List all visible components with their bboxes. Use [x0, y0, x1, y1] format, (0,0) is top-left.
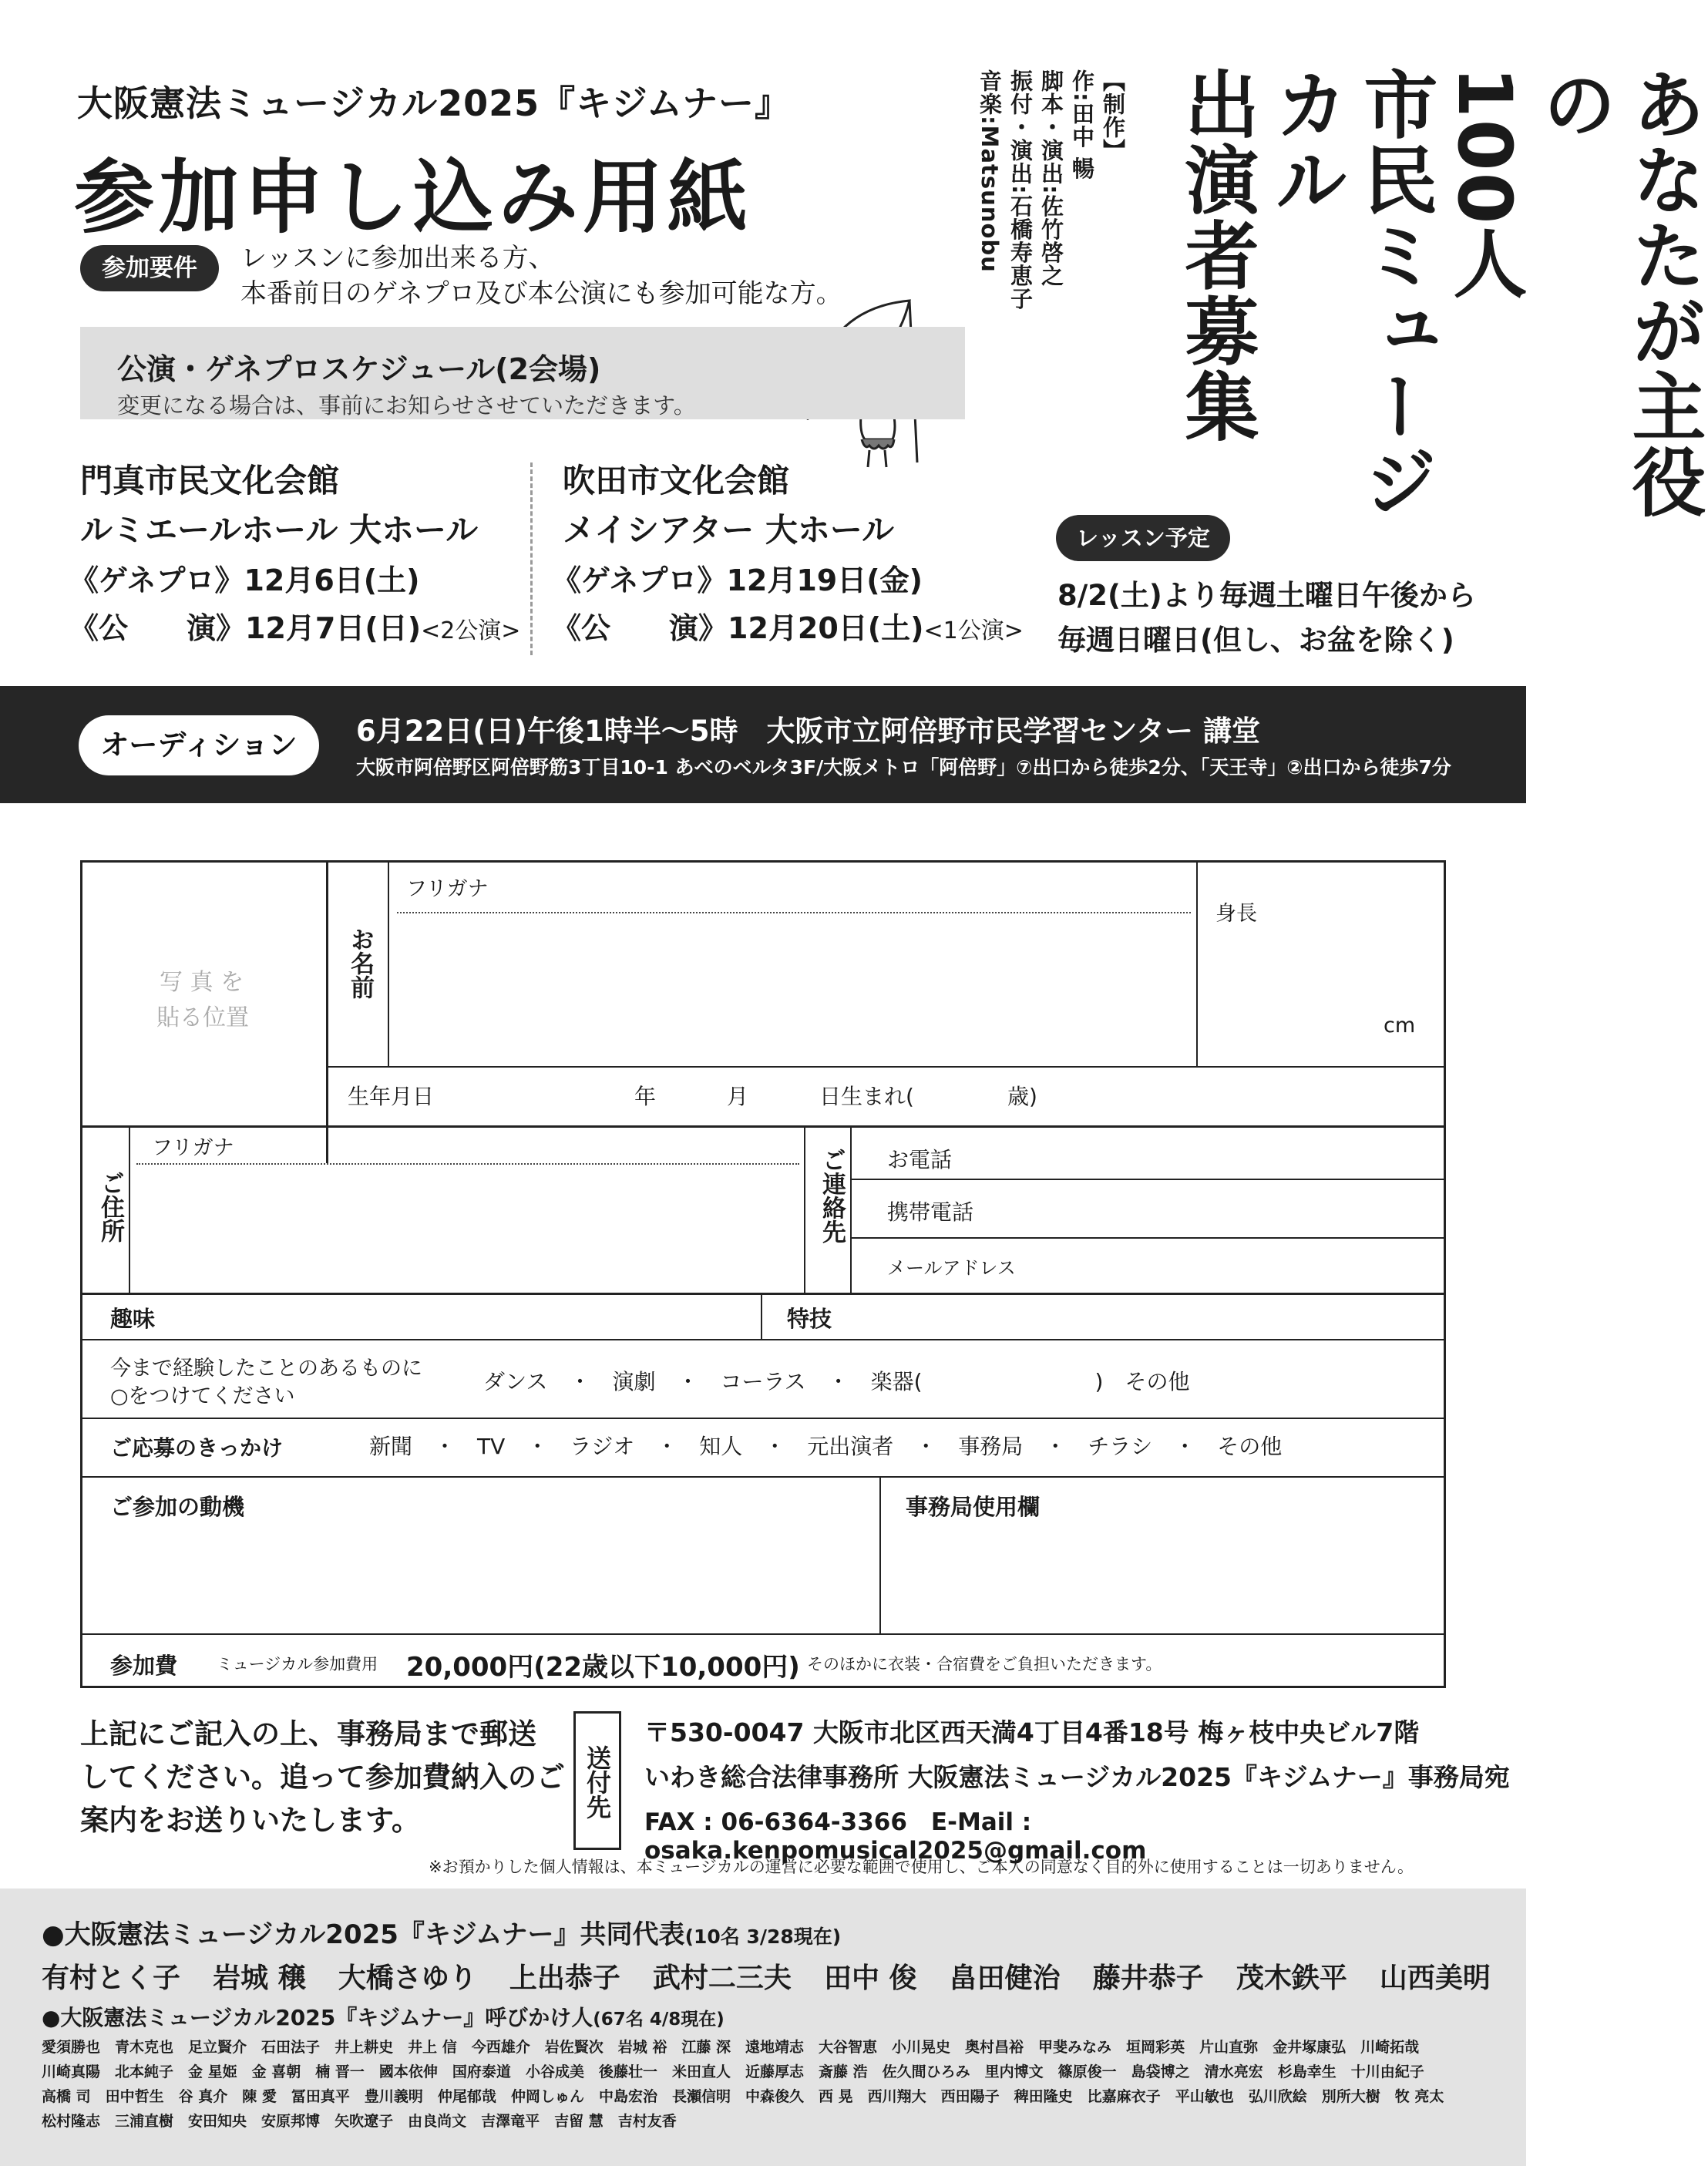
representatives-count: (10名 3/28現在): [684, 1926, 842, 1948]
requirements-line-1: レッスンに参加出来る方、: [240, 243, 555, 274]
birth-month: 月: [727, 1084, 749, 1109]
caller-name: 米田直人: [671, 2063, 731, 2080]
caller-name: 青木克也: [115, 2039, 174, 2056]
schedule-title: 公演・ゲネプロスケジュール(2会場): [117, 352, 601, 386]
caller-name: 吉村友香: [617, 2113, 677, 2130]
caller-name: 陳 愛: [242, 2088, 277, 2105]
sendto-label: 送付先: [573, 1711, 621, 1850]
privacy-note: ※お預かりした個人情報は、本ミュージカルの運営に必要な範囲で使用し、ご本人の同意なく目的外に使用することは一切ありません。: [429, 1858, 1414, 1876]
caller-name: 金 喜朝: [251, 2063, 301, 2080]
callers-list: [42, 2035, 1491, 2134]
hobby-input[interactable]: [175, 1297, 753, 1337]
caller-name: 垣岡彩英: [1126, 2039, 1185, 2056]
mailing-instructions: [80, 1713, 565, 1842]
venue-suita: [563, 456, 894, 555]
caller-name: 谷 真介: [178, 2088, 228, 2105]
show-note: <1公演>: [923, 617, 1024, 644]
fee-amount: 20,000円(22歳以下10,000円): [406, 1652, 800, 1683]
email-label: メールアドレス: [887, 1257, 1016, 1279]
name-furigana-label: フリガナ: [406, 877, 489, 901]
caller-name: 佐久間ひろみ: [882, 2063, 970, 2080]
motive-label: ご参加の動機: [110, 1494, 245, 1520]
caller-name: 井上耕史: [335, 2039, 394, 2056]
recruit-headline: [1172, 66, 1708, 529]
representative-name: 大橋さゆり: [338, 1963, 477, 1994]
caller-name: 奥村昌裕: [965, 2039, 1024, 2056]
caller-name: 三浦直樹: [115, 2113, 174, 2130]
caller-name: 西川翔大: [867, 2088, 926, 2105]
credits: [974, 69, 1128, 393]
venue-suita-dates: [552, 557, 1024, 655]
skill-label: 特技: [787, 1306, 832, 1332]
phone-input[interactable]: [1007, 1132, 1439, 1175]
representative-name: 畠田健治: [949, 1963, 1061, 1994]
audition-sub: 大阪市阿倍野区阿倍野筋3丁目10-1 あべのベルタ3F/大阪メトロ「阿倍野」⑦出口から徒歩2分、「天王寺」②出口から徒歩7分: [356, 756, 1451, 779]
caller-name: 稗田隆史: [1014, 2088, 1073, 2105]
caller-name: 仲岡しゅん: [510, 2088, 584, 2105]
caller-name: 吉澤竜平: [481, 2113, 540, 2130]
show-note: <2公演>: [421, 617, 521, 644]
address-label: ご住所: [96, 1171, 124, 1243]
height-unit: cm: [1384, 1014, 1416, 1038]
caller-name: 島袋博之: [1131, 2063, 1190, 2080]
fee-label: 参加費: [110, 1653, 178, 1679]
caller-name: 石田法子: [261, 2039, 321, 2056]
mailing-address: 〒530-0047 大阪市北区西天満4丁目4番18号 梅ヶ枝中央ビル7階: [644, 1717, 1420, 1747]
requirements-label: 参加要件: [80, 245, 219, 291]
lesson-label: レッスン予定: [1056, 515, 1230, 561]
birth-year: 年: [634, 1084, 657, 1109]
experience-options[interactable]: ダンス ・ 演劇 ・ コーラス ・ 楽器( ) その他: [483, 1369, 1190, 1394]
representative-name: 有村とく子: [42, 1963, 181, 1994]
show-date: 12月7日(日): [245, 611, 422, 645]
trigger-label: ご応募のきっかけ: [110, 1435, 284, 1461]
representative-name: 田中 俊: [824, 1963, 917, 1994]
caller-name: 清水亮宏: [1204, 2063, 1263, 2080]
name-label: お名前: [346, 927, 374, 999]
office-use-label: 事務局使用欄: [906, 1494, 1041, 1520]
representative-name: 岩城 穣: [213, 1963, 306, 1994]
mailing-line-1: 上記にご記入の上、事務局まで郵送: [80, 1717, 536, 1751]
caller-name: 中島宏治: [598, 2088, 657, 2105]
caller-name: 別所大樹: [1321, 2088, 1380, 2105]
caller-name: 川崎真陽: [42, 2063, 101, 2080]
gp-label: 《ゲネプロ》: [552, 563, 727, 597]
credits-writer: 作:田中 暢: [1069, 69, 1095, 180]
musical-subtitle: 大阪憲法ミュージカル2025『キジムナー』: [77, 82, 791, 124]
photo-placeholder-2: 貼る位置: [156, 1004, 249, 1031]
caller-name: 金 星姫: [188, 2063, 237, 2080]
caller-name: 今西雄介: [471, 2039, 530, 2056]
mailing-line-2: してください。追って参加費納入のご: [80, 1761, 565, 1794]
requirements-line-2: 本番前日のゲネプロ及び本公演にも参加可能な方。: [240, 278, 842, 309]
gp-date: 12月19日(金): [726, 563, 923, 597]
caller-name: 十川由紀子: [1350, 2063, 1424, 2080]
caller-name: 杉島幸生: [1277, 2063, 1336, 2080]
callers-count: (67名 4/8現在): [593, 2010, 725, 2030]
venue-suita-name: 吹田市文化会館: [563, 462, 790, 499]
email-input[interactable]: [1007, 1242, 1439, 1290]
mobile-label: 携帯電話: [887, 1199, 974, 1225]
audition-main: 6月22日(日)午後1時半～5時 大阪市立阿倍野市民学習センター 講堂: [356, 715, 1260, 748]
lesson-line-1: 8/2(土)より毎週土曜日午後から: [1057, 579, 1476, 612]
mailing-line-3: 案内をお送りいたします。: [80, 1804, 421, 1837]
requirements-text: [240, 240, 842, 311]
mobile-input[interactable]: [1007, 1183, 1439, 1234]
credits-music: 音楽:Matsunobu: [977, 69, 1003, 273]
caller-name: 愛須勝也: [42, 2039, 101, 2056]
photo-placeholder-1: 写 真 を: [160, 969, 244, 996]
caller-name: 北本純子: [115, 2063, 174, 2080]
schedule-note: 変更になる場合は、事前にお知らせさせていただきます。: [117, 392, 696, 419]
gp-label: 《ゲネプロ》: [69, 563, 244, 597]
skill-input[interactable]: [853, 1297, 1439, 1337]
height-label: 身長: [1215, 902, 1257, 926]
caller-name: 西田陽子: [940, 2088, 1000, 2105]
caller-name: 弘川欣絵: [1248, 2088, 1307, 2105]
credits-director: 脚本・演出:佐竹啓之: [1038, 69, 1064, 288]
callers-heading: [42, 2001, 725, 2032]
venue-suita-hall: メイシアター 大ホール: [563, 511, 895, 549]
caller-name: 冨田真平: [291, 2088, 350, 2105]
venue-kadoma-name: 門真市民文化会館: [80, 462, 340, 499]
credits-choreo: 振付・演出:石橋寿恵子: [1007, 69, 1034, 311]
venue-kadoma: [80, 456, 478, 555]
caller-name: 吉留 慧: [554, 2113, 604, 2130]
caller-name: 里内博文: [984, 2063, 1044, 2080]
representatives-heading: [42, 1913, 841, 1951]
motive-input[interactable]: [106, 1525, 873, 1629]
mailing-office: いわき総合法律事務所 大阪憲法ミュージカル2025『キジムナー』事務局宛: [644, 1762, 1510, 1792]
recruit-line-1: あなたが主役の: [1531, 66, 1706, 520]
recruit-line-4: 出演者募集: [1173, 66, 1259, 444]
caller-name: 岩城 裕: [617, 2039, 667, 2056]
mailing-contact: FAX : 06-6364-3366 E-Mail : osaka.kenpomusical2025@gmail.com: [644, 1808, 1147, 1865]
caller-name: 遠地靖志: [745, 2039, 804, 2056]
recruit-line-2: 100人: [1441, 66, 1528, 301]
caller-name: 由良尚文: [408, 2113, 467, 2130]
show-label: 《公 演》: [69, 611, 246, 645]
caller-name: 小川晃史: [892, 2039, 951, 2056]
representative-name: 藤井恭子: [1092, 1963, 1204, 1994]
phone-label: お電話: [887, 1147, 953, 1172]
show-label: 《公 演》: [552, 611, 728, 645]
address-furigana-label: フリガナ: [152, 1136, 234, 1160]
hobby-label: 趣味: [110, 1306, 156, 1332]
application-form: [80, 860, 1446, 1688]
representative-name: 武村二三夫: [652, 1963, 792, 1994]
show-date: 12月20日(土): [728, 611, 924, 645]
caller-name: 仲尾郁哉: [437, 2088, 496, 2105]
caller-name: 井上 信: [408, 2039, 457, 2056]
caller-name: 甲斐みなみ: [1038, 2039, 1112, 2056]
fee-sub: ミュージカル参加費用: [217, 1655, 378, 1673]
caller-name: 中森俊久: [745, 2088, 804, 2105]
venue-kadoma-hall: ルミエールホール 大ホール: [80, 511, 479, 549]
birth-age: 歳): [1007, 1084, 1037, 1109]
audition-label: オーディション: [79, 715, 319, 775]
caller-name: 松村隆志: [42, 2113, 101, 2130]
caller-name: 足立賢介: [188, 2039, 247, 2056]
birth-day: 日生まれ(: [819, 1084, 914, 1109]
experience-question-1: 今まで経験したことのあるものに: [110, 1357, 422, 1381]
venue-kadoma-dates: [69, 557, 520, 655]
caller-name: 田中哲生: [105, 2088, 164, 2105]
caller-name: 後藤壮一: [598, 2063, 657, 2080]
caller-name: 長瀬信明: [671, 2088, 731, 2105]
experience-question-2: ○をつけてください: [110, 1384, 295, 1408]
caller-name: 豊川義明: [364, 2088, 423, 2105]
gp-date: 12月6日(土): [244, 563, 420, 597]
caller-name: 牧 亮太: [1394, 2088, 1444, 2105]
caller-name: 安原邦博: [261, 2113, 321, 2130]
caller-name: 西 晃: [819, 2088, 853, 2105]
caller-name: 川崎拓哉: [1360, 2039, 1420, 2056]
address-input[interactable]: [133, 1168, 801, 1291]
name-input[interactable]: [391, 917, 1192, 1063]
contact-label: ご連絡先: [818, 1148, 846, 1243]
caller-name: 大谷智恵: [819, 2039, 878, 2056]
venue-divider: [530, 462, 533, 655]
recruit-line-3: 市民ミュージカル: [1263, 66, 1438, 520]
caller-name: 金井塚康弘: [1273, 2039, 1347, 2056]
fee-note: そのほかに衣装・合宿費をご負担いただきます。: [807, 1655, 1162, 1673]
caller-name: 斎藤 浩: [819, 2063, 868, 2080]
caller-name: 平山敏也: [1175, 2088, 1234, 2105]
caller-name: 高橋 司: [42, 2088, 91, 2105]
lesson-text: [1057, 573, 1476, 663]
callers-title: ●大阪憲法ミュージカル2025『キジムナー』呼びかけ人: [42, 2005, 593, 2030]
caller-name: 江藤 深: [681, 2039, 731, 2056]
representatives-title: ●大阪憲法ミュージカル2025『キジムナー』共同代表: [42, 1919, 685, 1950]
page-title: 参加申し込み用紙: [74, 150, 753, 244]
caller-name: 国府泰道: [452, 2063, 511, 2080]
representative-name: 山西美明: [1379, 1963, 1491, 1994]
caller-name: 楠 晋一: [315, 2063, 365, 2080]
representative-name: 茂木鉄平: [1236, 1963, 1347, 1994]
birth-label: 生年月日: [348, 1084, 435, 1109]
caller-name: 小谷成美: [525, 2063, 584, 2080]
caller-name: 比嘉麻衣子: [1087, 2088, 1161, 2105]
credits-head: 【制作】: [1100, 69, 1126, 162]
birth-input[interactable]: [468, 1071, 1100, 1122]
caller-name: 近藤厚志: [745, 2063, 804, 2080]
caller-name: 國本依伸: [378, 2063, 438, 2080]
representatives-list: [42, 1956, 1491, 1996]
caller-name: 矢吹遼子: [335, 2113, 394, 2130]
caller-name: 安田知央: [188, 2113, 247, 2130]
caller-name: 岩佐賢次: [544, 2039, 604, 2056]
lesson-line-2: 毎週日曜日(但し、お盆を除く): [1057, 624, 1454, 657]
caller-name: 片山直弥: [1199, 2039, 1259, 2056]
trigger-options[interactable]: 新聞 ・ TV ・ ラジオ ・ 知人 ・ 元出演者 ・ 事務局 ・ チラシ ・ その他: [369, 1434, 1283, 1459]
caller-name: 篠原俊一: [1057, 2063, 1117, 2080]
representative-name: 上出恭子: [509, 1963, 620, 1994]
